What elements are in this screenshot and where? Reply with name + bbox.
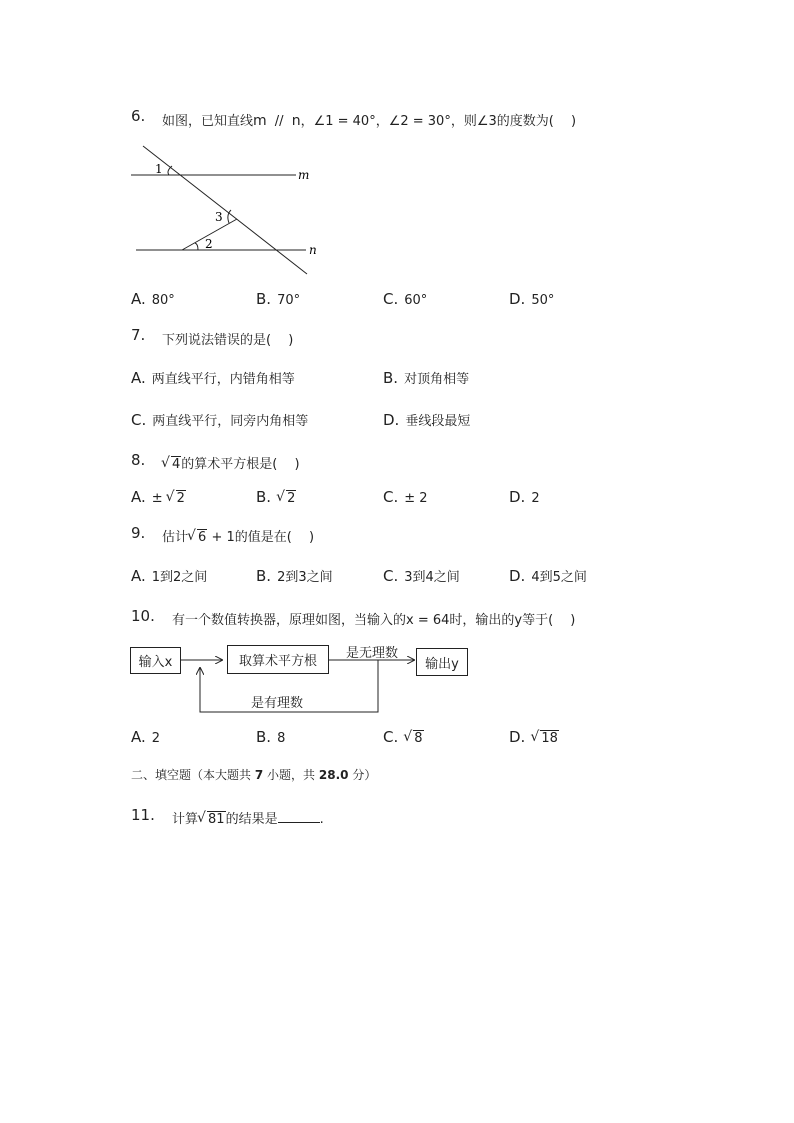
option-label: A. xyxy=(131,728,146,746)
section-score: 28.0 xyxy=(318,768,349,782)
flow-output-box xyxy=(416,648,468,676)
q10-option-b[interactable] xyxy=(256,728,285,746)
plus-minus: ± xyxy=(151,491,163,506)
q9-stem xyxy=(162,526,314,545)
option-label: C. xyxy=(383,488,399,506)
flow-input-box xyxy=(130,647,181,674)
angle-1-arc xyxy=(168,166,172,175)
option-value: 两直线平行，内错角相等 xyxy=(151,372,295,387)
q9-stem-a: 估计 xyxy=(162,530,189,545)
radicand: 8 xyxy=(414,731,423,746)
option-label: D. xyxy=(509,567,526,585)
sqrt-expression xyxy=(167,491,186,506)
sqrt-expression xyxy=(277,491,296,506)
q11-number: 11. xyxy=(131,806,155,824)
option-label: D. xyxy=(509,488,526,506)
label-1: 1 xyxy=(155,162,163,176)
q7-option-c[interactable] xyxy=(131,410,308,429)
q8-option-b[interactable] xyxy=(256,488,296,506)
q11-end: . xyxy=(319,812,324,827)
q7-option-a[interactable] xyxy=(131,368,295,387)
q6-line-n: n xyxy=(291,113,301,129)
option-label: A. xyxy=(131,567,146,585)
option-label: C. xyxy=(383,567,399,585)
flow-irrational-label: 是无理数 xyxy=(346,646,399,661)
q6-stem-b: ，∠1 = 40°，∠2 = 30°，则∠3的度数为( ) xyxy=(300,114,577,129)
option-value: 50° xyxy=(531,293,555,308)
option-value: 4到5之间 xyxy=(531,570,587,585)
q6-stem-a: 如图，已知直线 xyxy=(162,114,254,129)
q6-stem xyxy=(162,110,576,129)
radicand: 18 xyxy=(541,731,558,746)
radicand: 6 xyxy=(198,530,207,545)
option-label: A. xyxy=(131,290,146,308)
section-text-c: 分） xyxy=(352,768,377,782)
answer-blank[interactable] xyxy=(278,810,320,823)
option-value: 2 xyxy=(531,491,540,506)
q7-stem: 下列说法错误的是( ) xyxy=(162,333,294,348)
sqrt-expression xyxy=(198,812,226,827)
option-label: B. xyxy=(383,369,399,387)
q9-option-d[interactable] xyxy=(509,566,587,585)
q6-option-b[interactable] xyxy=(256,290,300,308)
q11-stem-a: 计算 xyxy=(172,812,199,827)
option-value: 2 xyxy=(151,731,161,746)
option-value: 1到2之间 xyxy=(151,570,208,585)
q10-number: 10. xyxy=(131,607,155,625)
q6-option-d[interactable] xyxy=(509,290,554,308)
transversal-line xyxy=(143,146,310,274)
q9-option-a[interactable] xyxy=(131,566,207,585)
q7-number: 7. xyxy=(131,326,146,344)
section-heading xyxy=(131,766,376,783)
option-value: 60° xyxy=(404,293,428,308)
option-label: C. xyxy=(383,290,399,308)
q10-option-c[interactable] xyxy=(383,728,424,746)
q6-number: 6. xyxy=(131,107,146,125)
option-label: B. xyxy=(256,567,272,585)
q8-stem xyxy=(162,453,300,472)
q8-stem-text: 的算术平方根是( ) xyxy=(181,457,300,472)
option-value: 2到3之间 xyxy=(277,570,333,585)
section-text-a: 二、填空题（本大题共 xyxy=(131,768,252,782)
sqrt-expression xyxy=(188,530,207,545)
q6-figure xyxy=(128,140,328,280)
flow-output-label: 输出y xyxy=(425,656,459,672)
angle-3-arc xyxy=(228,210,231,223)
sqrt-expression xyxy=(531,731,559,746)
radicand: 4 xyxy=(172,457,181,472)
option-value: ± 2 xyxy=(404,491,428,506)
option-label: A. xyxy=(131,369,146,387)
radicand: 2 xyxy=(287,491,296,506)
option-label: D. xyxy=(383,411,400,429)
section-count: 7 xyxy=(254,768,264,782)
q8-option-a[interactable] xyxy=(131,488,186,506)
q7-option-d[interactable] xyxy=(383,410,470,429)
option-label: B. xyxy=(256,488,272,506)
q11-stem-b: 的结果是 xyxy=(225,812,278,827)
option-value: 垂线段最短 xyxy=(405,414,471,429)
option-value: 3到4之间 xyxy=(404,570,460,585)
option-value: 80° xyxy=(151,293,175,308)
label-n: n xyxy=(309,243,317,257)
label-3: 3 xyxy=(215,210,223,224)
q8-option-c[interactable] xyxy=(383,488,428,506)
q9-option-b[interactable] xyxy=(256,566,333,585)
option-label: C. xyxy=(383,728,399,746)
flow-process-box xyxy=(227,645,329,674)
option-label: B. xyxy=(256,290,272,308)
flow-input-label: 输入x xyxy=(138,655,173,670)
q7-option-b[interactable] xyxy=(383,368,469,387)
option-value: 8 xyxy=(277,731,286,746)
flow-process-label: 取算术平方根 xyxy=(238,654,317,669)
q6-line-m: m xyxy=(253,113,267,129)
q6-parallel: // xyxy=(274,114,284,129)
q9-stem-b: + 1的值是在( ) xyxy=(211,530,315,545)
sqrt-expression xyxy=(162,457,181,472)
q8-option-d[interactable] xyxy=(509,488,540,506)
q10-option-a[interactable] xyxy=(131,728,160,746)
option-value: 对顶角相等 xyxy=(404,372,470,387)
q9-option-c[interactable] xyxy=(383,566,460,585)
q10-option-d[interactable] xyxy=(509,728,559,746)
radicand: 81 xyxy=(208,812,225,827)
option-value: 两直线平行，同旁内角相等 xyxy=(152,414,309,429)
q8-number: 8. xyxy=(131,451,146,469)
option-value: 70° xyxy=(277,293,301,308)
q6-option-a[interactable] xyxy=(131,290,175,308)
angle-2-arc xyxy=(195,243,198,250)
label-m: m xyxy=(298,168,310,182)
radicand: 2 xyxy=(176,491,185,506)
option-label: A. xyxy=(131,488,146,506)
section-text-b: 小题，共 xyxy=(267,768,316,782)
q9-number: 9. xyxy=(131,524,146,542)
q11-stem xyxy=(172,808,324,827)
option-label: C. xyxy=(131,411,147,429)
option-label: D. xyxy=(509,728,526,746)
q10-stem: 有一个数值转换器，原理如图，当输入的x = 64时，输出的y等于( ) xyxy=(172,613,576,628)
sqrt-expression xyxy=(404,731,423,746)
label-2: 2 xyxy=(205,237,213,251)
option-label: B. xyxy=(256,728,272,746)
option-label: D. xyxy=(509,290,526,308)
flow-rational-label: 是有理数 xyxy=(251,696,304,711)
q6-option-c[interactable] xyxy=(383,290,427,308)
